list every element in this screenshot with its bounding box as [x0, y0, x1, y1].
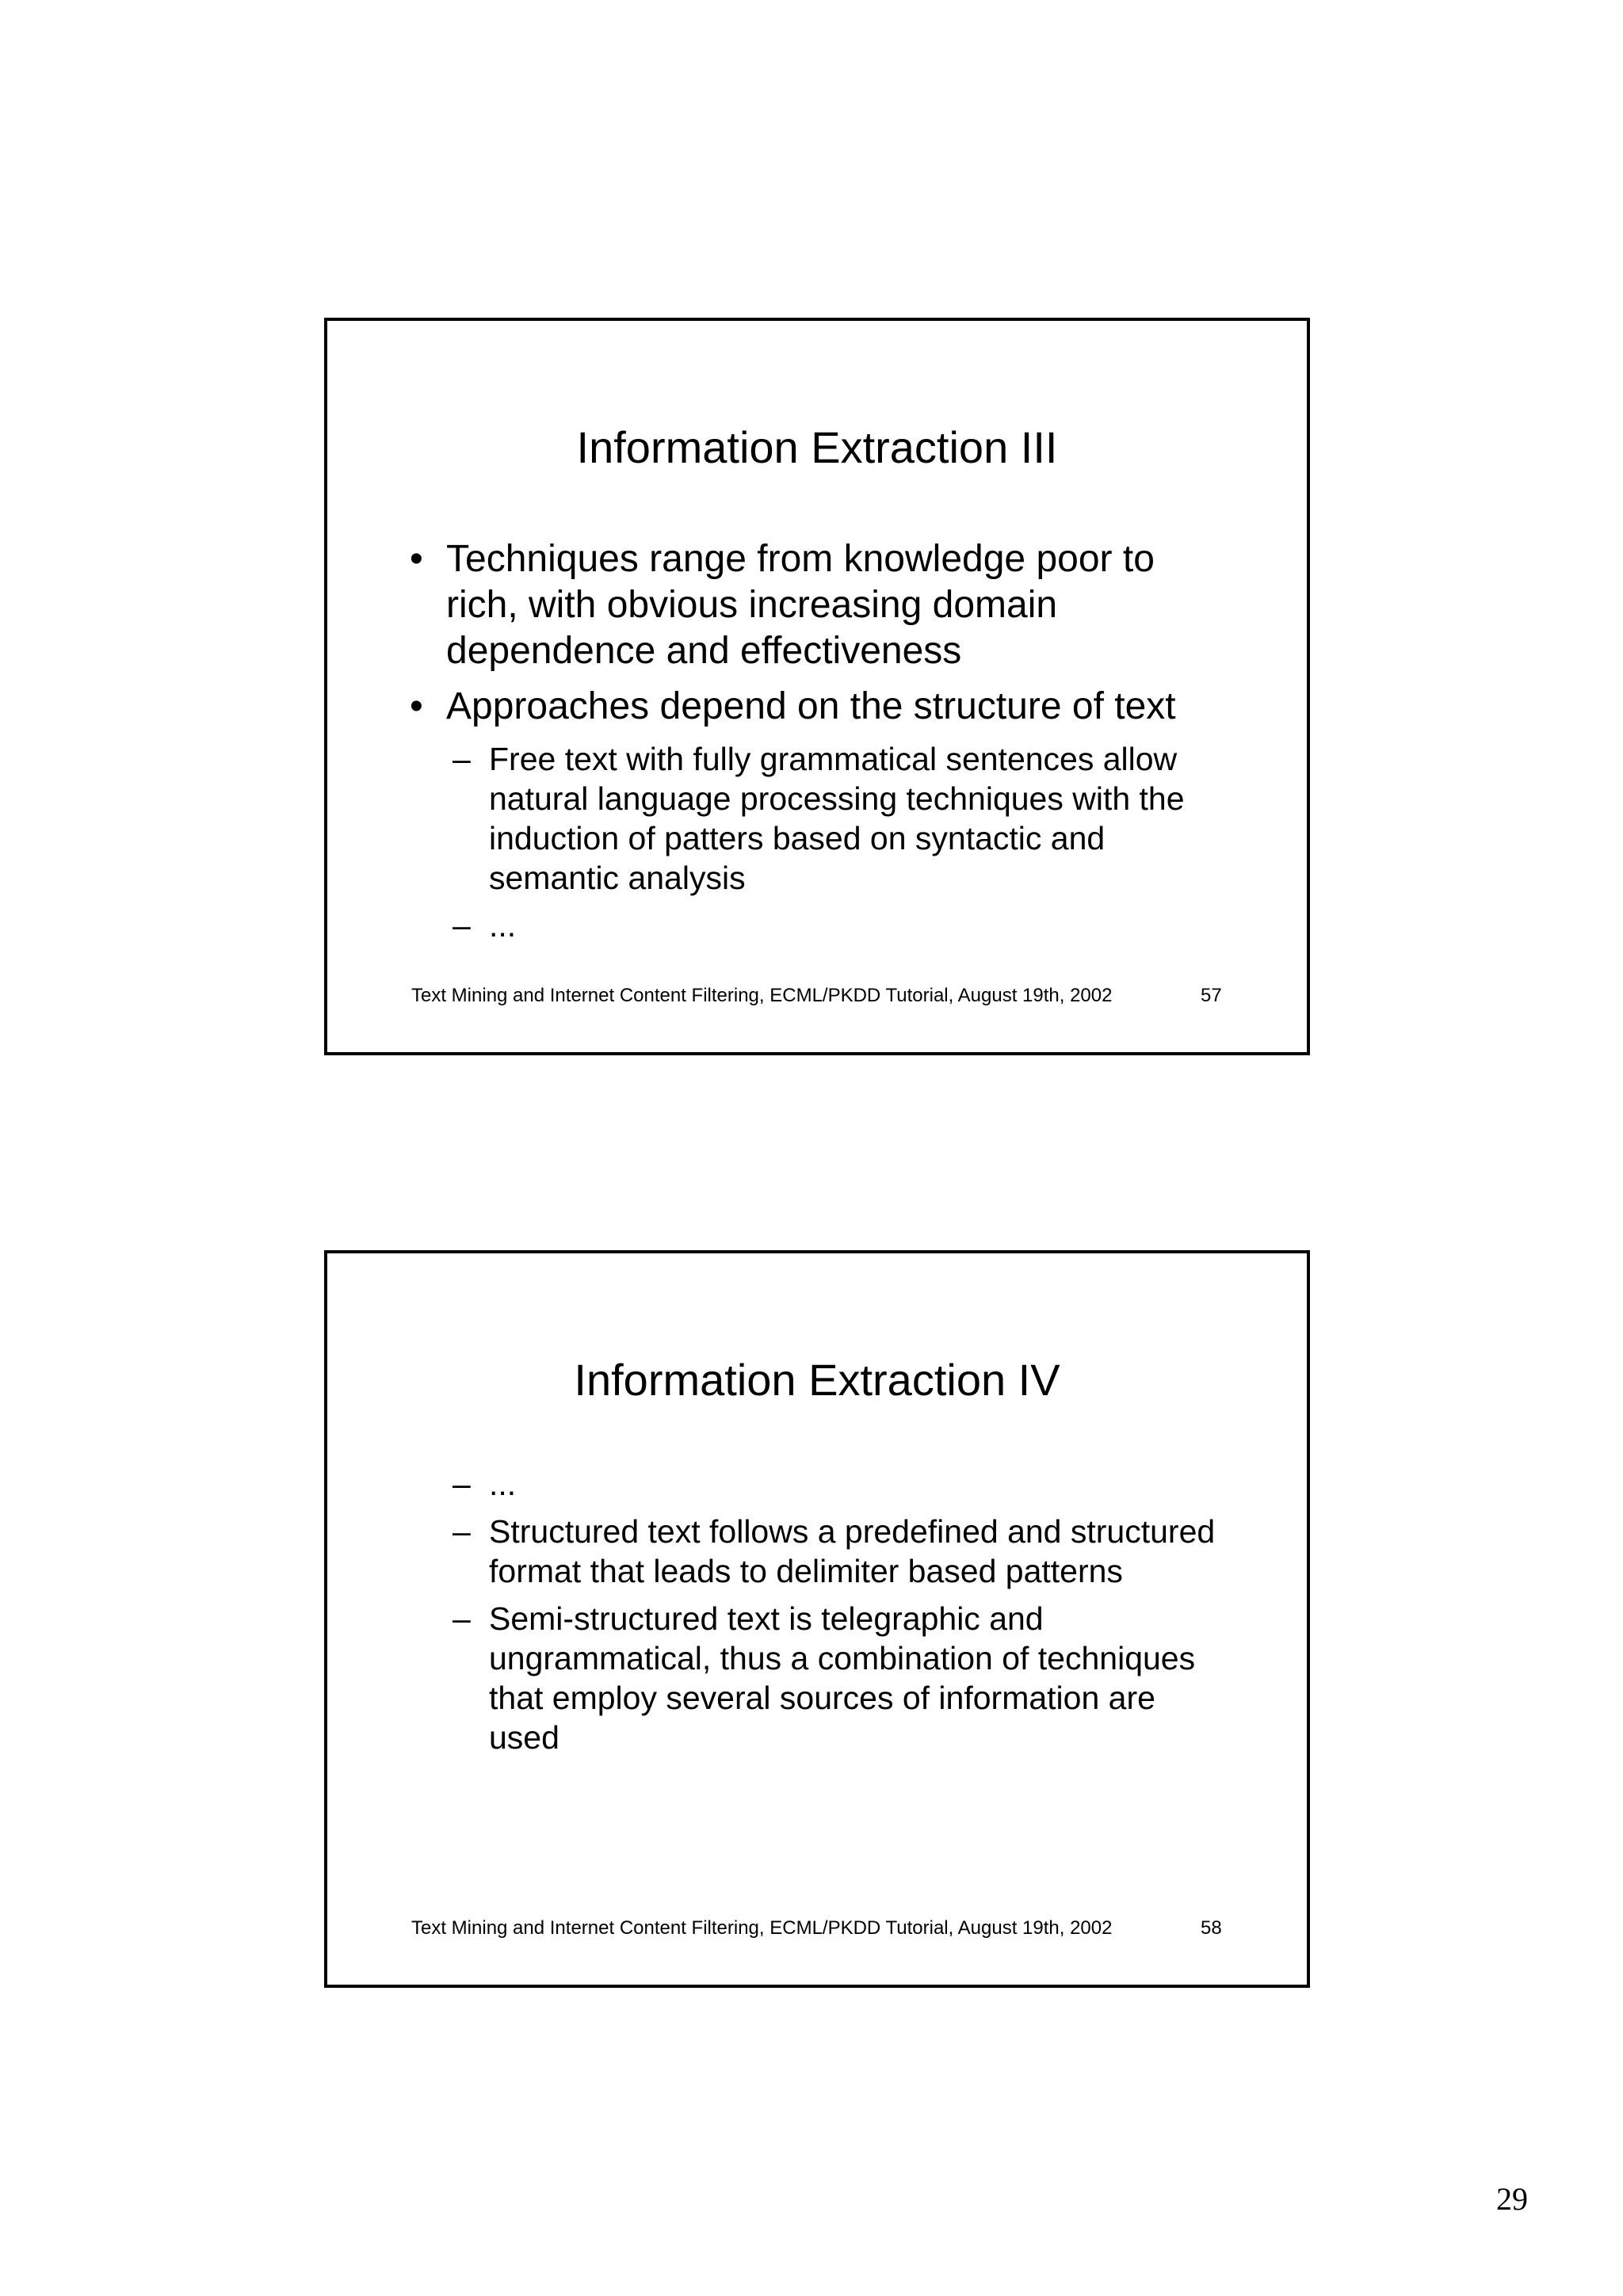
sub-bullet-item [410, 1464, 1228, 1504]
footer-text: Text Mining and Internet Content Filtering, ECML/PKDD Tutorial, August 19th, 2002 [411, 1917, 1113, 1939]
bullet-text: Approaches depend on the structure of text [446, 685, 1176, 727]
footer-text: Text Mining and Internet Content Filtering, ECML/PKDD Tutorial, August 19th, 2002 [411, 985, 1113, 1006]
bullet-marker: • [410, 538, 423, 580]
slide-58 [324, 1250, 1310, 1988]
page-number: 29 [1496, 2181, 1528, 2217]
slide-footer [411, 984, 1228, 1008]
sub-bullet-text: Free text with fully grammatical sentences allow natural language processing techniques with the induction of patters based on syntactic and semantic analysis [489, 741, 1185, 896]
sub-bullet-item [410, 1599, 1228, 1757]
bullet-marker: • [410, 685, 423, 727]
sub-bullet-item [410, 739, 1228, 898]
dash-marker: – [453, 1600, 471, 1637]
slide-body [410, 1464, 1228, 1765]
slide-title: Information Extraction IV [574, 1355, 1060, 1405]
slide-number: 57 [1201, 985, 1222, 1006]
dash-marker: – [453, 741, 471, 777]
dash-marker: – [453, 1513, 471, 1550]
slide-number: 58 [1201, 1917, 1222, 1939]
sub-bullet-text: Semi-structured text is telegraphic and ungrammatical, thus a combination of techniques that employ several sources of information are used [489, 1600, 1196, 1756]
slide-footer [411, 1917, 1228, 1940]
sub-bullet-text: ... [489, 1466, 517, 1502]
dash-marker: – [453, 907, 471, 944]
slide-57 [324, 318, 1310, 1055]
sub-bullet-text: Structured text follows a predefined and structured format that leads to delimiter based patterns [489, 1513, 1216, 1589]
slide-body [410, 536, 1228, 953]
bullet-item [410, 536, 1228, 674]
bullet-item [410, 684, 1228, 730]
slide-title: Information Extraction III [576, 422, 1058, 472]
sub-bullet-item [410, 906, 1228, 945]
sub-bullet-text: ... [489, 907, 517, 944]
dash-marker: – [453, 1466, 471, 1502]
bullet-text: Techniques range from knowledge poor to rich, with obvious increasing domain dependence and effectiveness [446, 538, 1155, 672]
sub-bullet-item [410, 1512, 1228, 1591]
